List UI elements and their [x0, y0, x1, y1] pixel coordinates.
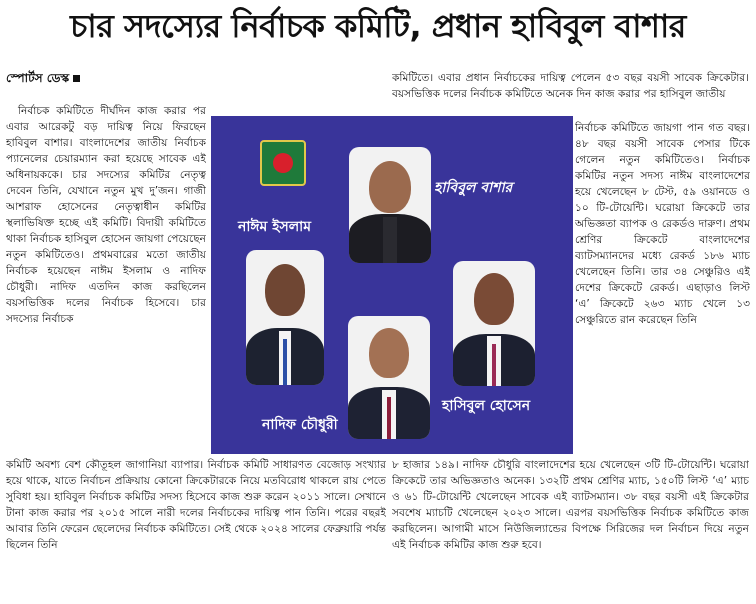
portrait-nafis: [348, 316, 430, 439]
square-icon: [73, 75, 80, 82]
headline: চার সদস্যের নির্বাচক কমিটি, প্রধান হাবিবুল বাশার: [70, 7, 686, 45]
portrait-naeem: [246, 250, 324, 385]
article-column-right-wide: [392, 457, 749, 602]
caption-naeem: নাঈম ইসলাম: [238, 219, 311, 235]
caption-habibul: হাবিবুল বাশার: [434, 180, 513, 196]
caption-nafis: নাদিফ চৌধুরী: [262, 417, 338, 433]
article-column-left-wide: [6, 457, 386, 602]
article-column-right-top: [392, 70, 749, 120]
bcb-logo-icon: [260, 140, 306, 186]
caption-hasibul: হাসিবুল হোসেন: [442, 398, 531, 414]
byline: [6, 70, 80, 90]
portrait-habibul: [349, 147, 431, 263]
byline-text: স্পোর্টস ডেস্ক: [6, 71, 70, 85]
article-paragraph: ৮ হাজার ১৪৯। নাদিফ চৌধুরি বাংলাদেশের হয়ে খেলেছেন ৩টি টি-টোয়েন্টি। ঘরোয়া ক্রিকেটে তার অভিজ্ঞতাও অনেক। ১৩২টি প্রথম শ্রেণির ম্যাচ, ১৫০টি লিস্ট ‘এ’ ম্যাচ ও ৬১ টি-টোয়েন্টি খেলেছেন সাবেক এই ব্যাটসম্যান। ৩৮ বছর বয়সী এই ক্রিকেটার সবশেষ ম্যাচটি খেলেছেন ২০২৩ সালে। এরপর বয়সভিত্তিক নির্বাচক কমিটিতে কাজ করছিলেন। আগামী মাসে নিউজিল্যান্ডের বিপক্ষে সিরিজের দল নির্বাচন দিয়ে নতুন এই নির্বাচক কমিটির কাজ শুরু হবে।: [392, 459, 749, 551]
portrait-hasibul: [453, 261, 535, 386]
article-column-right: [575, 120, 750, 457]
article-paragraph: কমিটিতে। এবার প্রধান নির্বাচকের দায়িত্ব পেলেন ৫৩ বছর বয়সী সাবেক ক্রিকেটার। বয়সভিত্তিক দলের নির্বাচক কমিটিতে অনেক দিন কাজ করার পর হাসিবুল জাতীয়: [392, 72, 749, 100]
article-paragraph: কমিটি অবশ্য বেশ কৌতূহল জাগানিয়া ব্যাপার। নির্বাচক কমিটি সাধারণত বেজোড় সংখ্যার হয়ে থাকে, যাতে নির্বাচন প্রক্রিয়ায় কোনো ক্রিকেটারকে নিয়ে মতবিরোধ থাকলে রায় পেতে সুবিধা হয়। হাবিবুল নির্বাচক কমিটির সদস্য হিসেবে কাজ শুরু করেন ২০১১ সালে। সেখানে টানা কাজ করার পর ২০১৫ সালে নারী দলের নির্বাচকের দায়িত্ব পান তিনি। পরের বছরই আবার তিনি ফেরেন ছেলেদের নির্বাচক কমিটিতে। সেই থেকে ২০২৪ সালের ফেব্রুয়ারি পর্যন্ত ছিলেন তিনি: [6, 459, 386, 551]
article-paragraph: নির্বাচক কমিটিতে দীর্ঘদিন কাজ করার পর এবার আরেকটু বড় দায়িত্ব নিয়ে ফিরছেন হাবিবুল বাশার। বাংলাদেশের জাতীয় নির্বাচক প্যানেলের চেয়ারম্যান করা হয়েছে সাবেক এই অধিনায়ককে। চার সদস্যের কমিটির নেতৃত্ব দেবেন তিনি, যেখানে নতুন মুখ দু’জন। গাজী আশরাফ হোসেনের নেতৃত্বাধীন কমিটির স্থলাভিষিক্ত হচ্ছে এই কমিটি। বিদায়ী কমিটিতে থাকা নির্বাচক হাসিবুল হোসেন জায়গা পেয়েছেন নতুন কমিটিতেও। প্রথমবারের মতো জাতীয় নির্বাচক হয়েছেন নাঈম ইসলাম ও নাদিফ চৌধুরী। নাদিফ এতদিন কাজ করছিলেন বয়সভিত্তিক দলের নির্বাচক হিসেবে। চার সদস্যের নির্বাচক: [6, 105, 206, 325]
article-column-left-top: [6, 103, 206, 453]
article-paragraph: নির্বাচক কমিটিতে জায়গা পান গত বছর। ৪৮ বছর বয়সী সাবেক পেসার টিকে গেলেন নতুন কমিটিতেও। নির্বাচক কমিটির নতুন সদস্য নাঈম বাংলাদেশের হয়ে খেলেছেন ৮ টেস্ট, ৫৯ ওয়ানডে ও ১০ টি-টোয়েন্টি। ঘরোয়া ক্রিকেটে তার অভিজ্ঞতা ব্যাপক ও রেকর্ডও দারুণ। প্রথম শ্রেণির ক্রিকেটে বাংলাদেশের ব্যাটসম্যানদের মধ্যে রেকর্ড ১৮৬ ম্যাচ খেলেছেন তিনি। তার ৩৪ সেঞ্চুরিও এই দেশের ক্রিকেটে রেকর্ড। এছাড়াও লিস্ট ‘এ’ ক্রিকেটে ২৬৩ ম্যাচ খেলে ১৩ সেঞ্চুরিতে রান করেছেন তিনি: [575, 122, 750, 326]
